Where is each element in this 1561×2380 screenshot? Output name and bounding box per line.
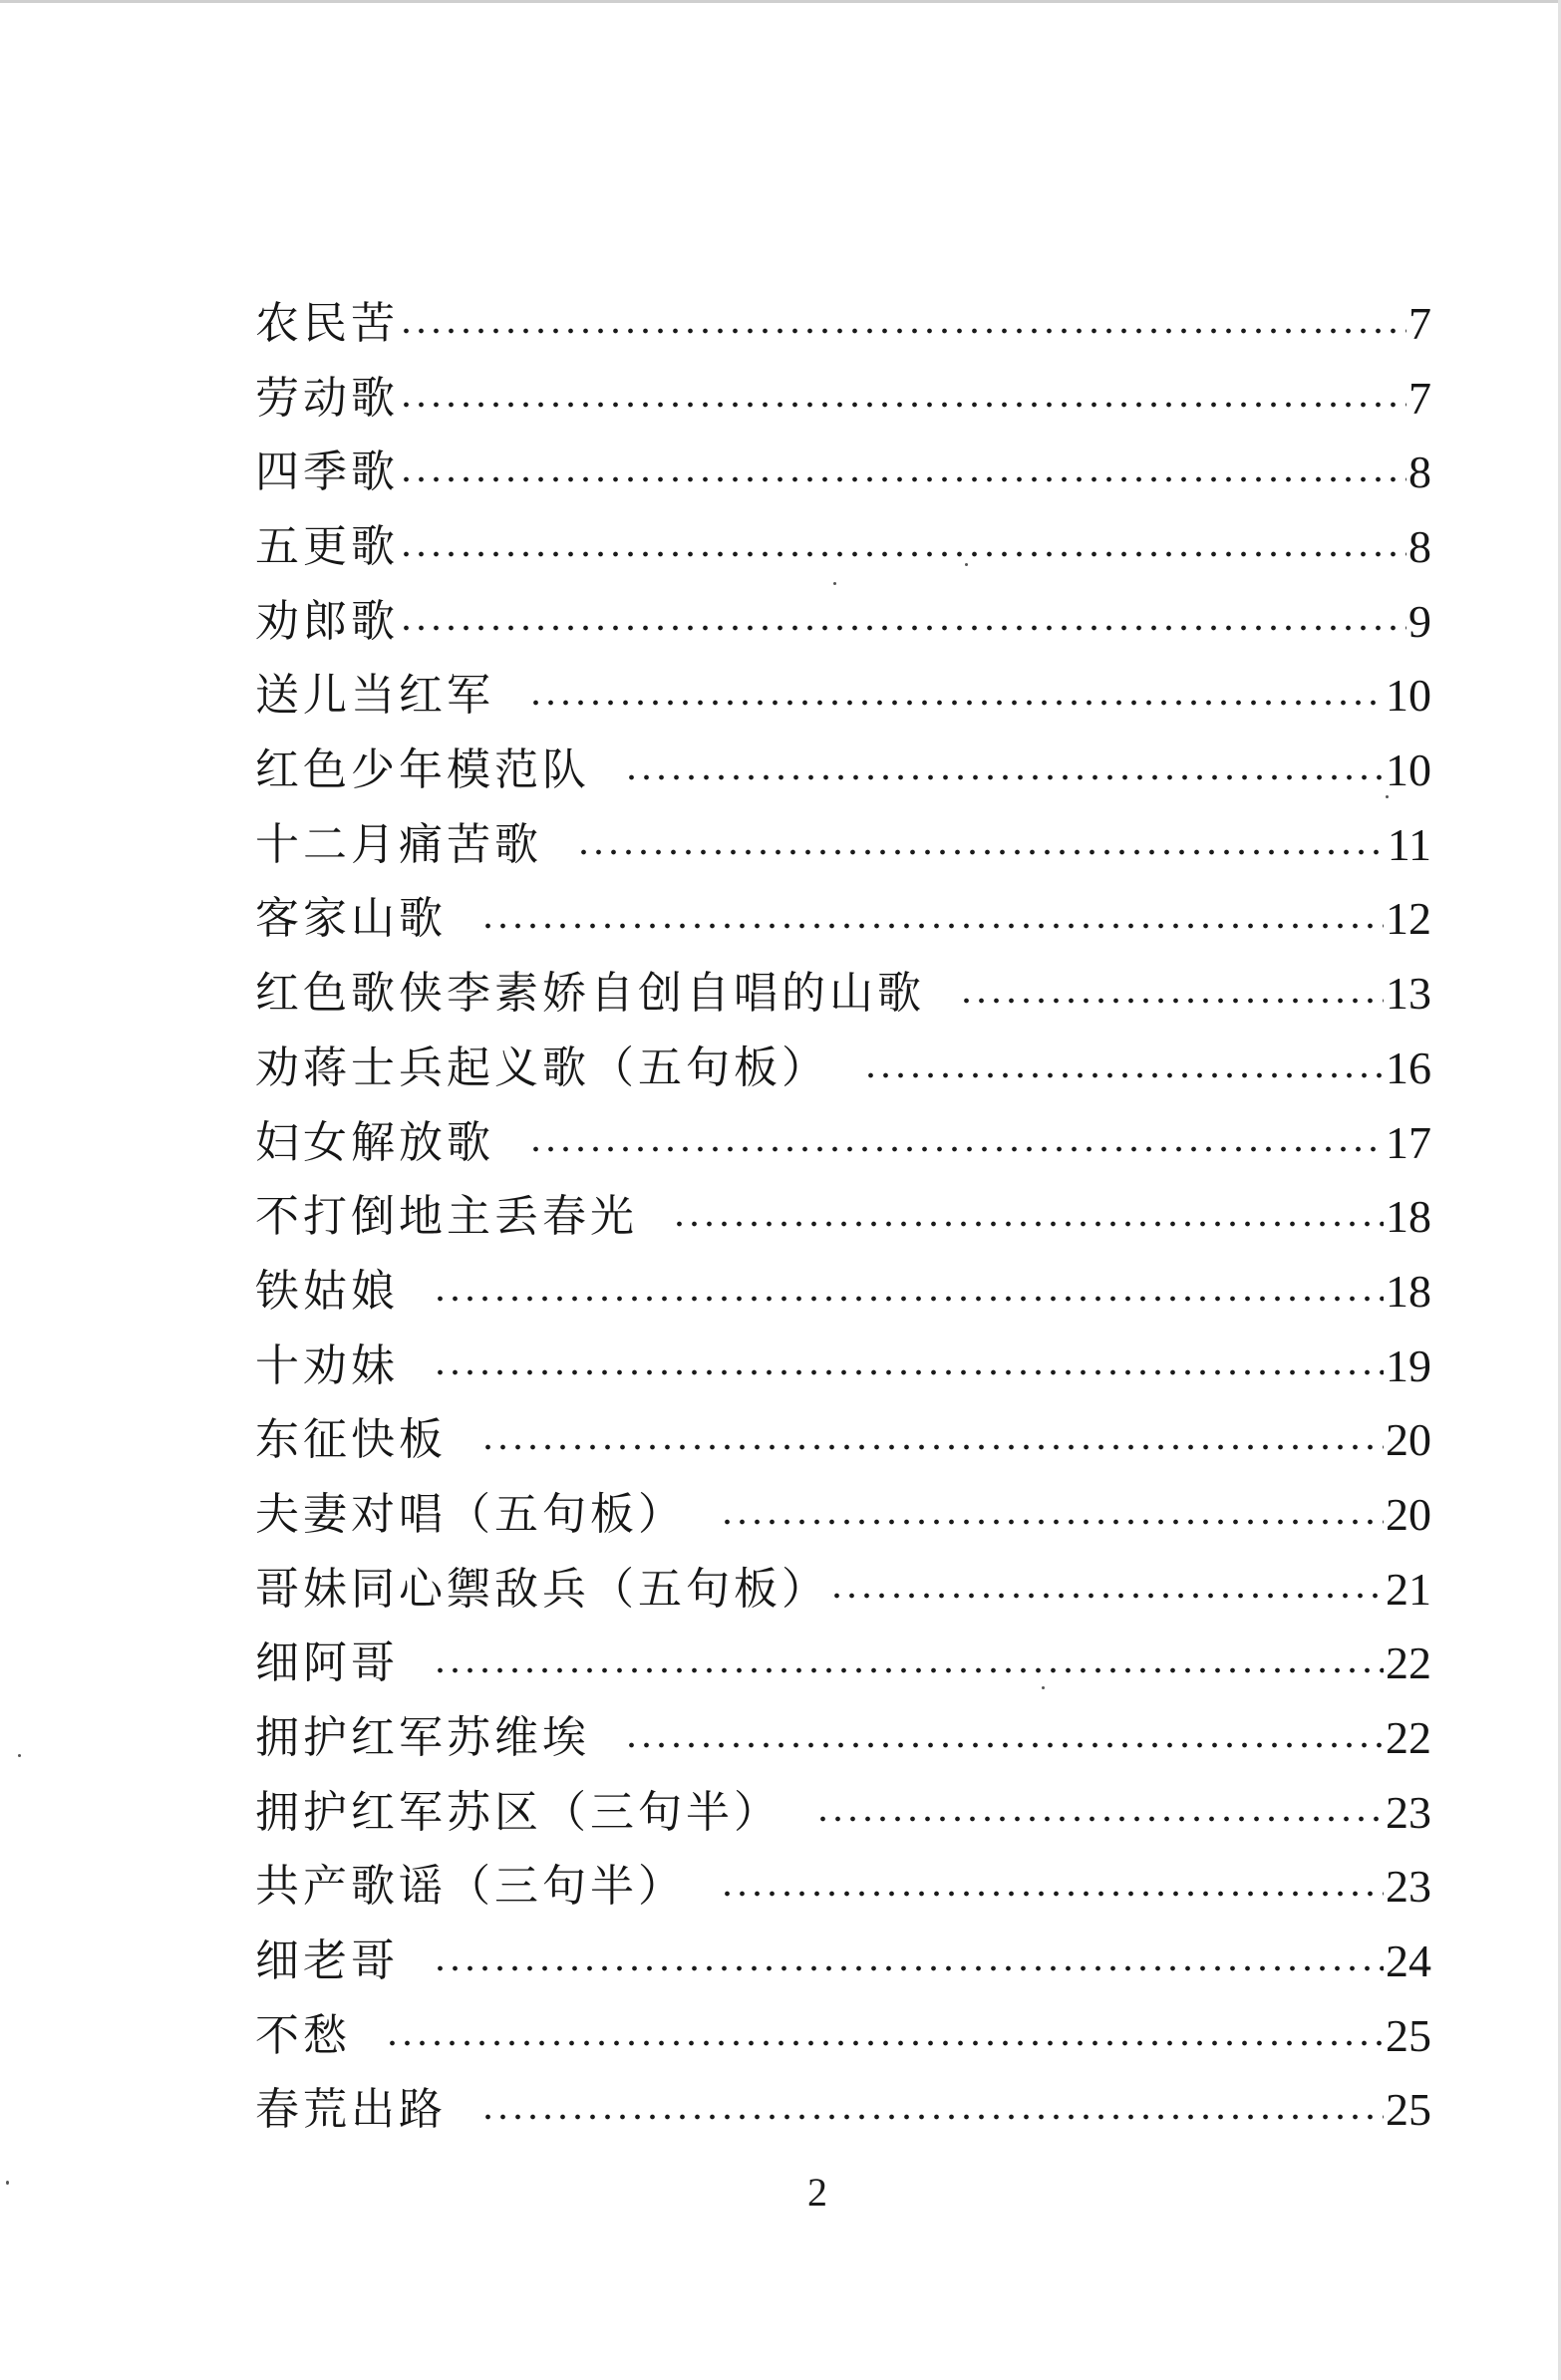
- toc-entry-title: 十二月痛苦歌: [255, 818, 542, 870]
- toc-entry-page: 23: [1386, 1786, 1431, 1838]
- toc-entry-title: 东征快板: [255, 1414, 447, 1466]
- toc-entry-page: 18: [1386, 1191, 1431, 1243]
- dot-leader: [480, 917, 1384, 935]
- toc-entry-title: 十劝妹: [255, 1339, 399, 1391]
- toc-entry: [255, 659, 1431, 734]
- toc-entry: [255, 510, 1431, 585]
- toc-entry-title: 细老哥: [255, 1935, 399, 1987]
- toc-entry-page: 7: [1408, 297, 1431, 349]
- toc-entry-page: 25: [1386, 2009, 1431, 2061]
- dot-leader: [829, 1587, 1384, 1605]
- dot-leader: [576, 843, 1386, 861]
- toc-entry: [255, 1032, 1431, 1106]
- toc-entry-title: 不打倒地主丢春光: [255, 1191, 638, 1243]
- toc-entry-title: 红色歌侠李素娇自创自唱的山歌: [255, 968, 925, 1020]
- dot-leader: [399, 396, 1406, 414]
- toc-entry-page: 16: [1386, 1041, 1431, 1093]
- toc-entry-page: 23: [1386, 1861, 1431, 1913]
- toc-entry-title: 共产歌谣（三句半）: [255, 1861, 686, 1913]
- toc-entry-page: 13: [1386, 968, 1431, 1020]
- toc-entry: [255, 1701, 1431, 1776]
- toc-entry-page: 19: [1386, 1339, 1431, 1391]
- toc-entry-page: 17: [1386, 1116, 1431, 1168]
- dot-leader: [399, 545, 1406, 563]
- toc-entry: [255, 1478, 1431, 1553]
- toc-entry-title: 送儿当红军: [255, 670, 494, 722]
- toc-entry-title: 妇女解放歌: [255, 1116, 494, 1168]
- toc-entry-title: 农民苦: [255, 297, 399, 349]
- toc-entry: [255, 362, 1431, 437]
- toc-entry: [255, 1850, 1431, 1925]
- toc-entry: [255, 585, 1431, 660]
- scan-speck: [18, 1754, 21, 1757]
- toc-entry-page: 20: [1386, 1488, 1431, 1540]
- toc-entry: [255, 1999, 1431, 2074]
- toc-entry-title: 五更歌: [255, 521, 399, 573]
- toc-entry: [255, 883, 1431, 958]
- scan-speck: [833, 582, 836, 585]
- dot-leader: [624, 1736, 1384, 1754]
- toc-entry-title: 细阿哥: [255, 1637, 399, 1689]
- dot-leader: [399, 619, 1406, 637]
- dot-leader: [815, 1810, 1384, 1828]
- table-of-contents: [255, 287, 1431, 2148]
- toc-entry-page: 11: [1387, 818, 1431, 870]
- toc-entry-title: 劝郎歌: [255, 595, 399, 647]
- toc-entry-title: 春荒出路: [255, 2084, 447, 2136]
- toc-entry-title: 红色少年模范队: [255, 744, 590, 796]
- scan-speck: [965, 563, 968, 566]
- toc-entry-page: 25: [1386, 2084, 1431, 2136]
- toc-entry-title: 劝蒋士兵起义歌（五句板）: [255, 1041, 829, 1093]
- toc-entry-page: 8: [1408, 446, 1431, 498]
- scan-speck: [1042, 1686, 1045, 1689]
- toc-entry: [255, 1627, 1431, 1701]
- toc-entry: [255, 2074, 1431, 2149]
- toc-entry-page: 12: [1386, 893, 1431, 945]
- toc-entry-page: 9: [1408, 595, 1431, 647]
- toc-entry: [255, 1553, 1431, 1628]
- toc-entry: [255, 1403, 1431, 1478]
- dot-leader: [672, 1215, 1384, 1233]
- toc-entry-title: 夫妻对唱（五句板）: [255, 1488, 686, 1540]
- toc-entry-title: 客家山歌: [255, 893, 447, 945]
- toc-entry: [255, 1776, 1431, 1851]
- toc-entry-page: 10: [1386, 744, 1431, 796]
- dot-leader: [433, 1959, 1384, 1977]
- dot-leader: [433, 1363, 1384, 1381]
- scan-speck: [1386, 795, 1389, 798]
- dot-leader: [433, 1661, 1384, 1679]
- toc-entry-title: 不愁: [255, 2009, 351, 2061]
- toc-entry: [255, 287, 1431, 362]
- toc-entry-title: 劳动歌: [255, 372, 399, 424]
- dot-leader: [863, 1066, 1384, 1084]
- toc-entry: [255, 957, 1431, 1032]
- toc-entry: [255, 1330, 1431, 1404]
- dot-leader: [399, 322, 1406, 340]
- dot-leader: [433, 1290, 1384, 1308]
- toc-entry-page: 22: [1386, 1637, 1431, 1689]
- page-number: 2: [807, 2170, 827, 2215]
- toc-entry: [255, 1255, 1431, 1330]
- toc-entry-page: 22: [1386, 1712, 1431, 1764]
- toc-entry-page: 24: [1386, 1935, 1431, 1987]
- dot-leader: [720, 1885, 1384, 1903]
- dot-leader: [624, 768, 1384, 786]
- toc-entry-title: 四季歌: [255, 446, 399, 498]
- toc-entry-page: 21: [1386, 1563, 1431, 1615]
- toc-entry-title: 拥护红军苏维埃: [255, 1712, 590, 1764]
- dot-leader: [720, 1513, 1384, 1531]
- dot-leader: [480, 2108, 1384, 2126]
- toc-entry-page: 8: [1408, 521, 1431, 573]
- toc-entry: [255, 734, 1431, 808]
- dot-leader: [528, 694, 1384, 712]
- toc-entry: [255, 808, 1431, 883]
- toc-entry-title: 拥护红军苏区（三句半）: [255, 1786, 781, 1838]
- toc-entry: [255, 1180, 1431, 1255]
- toc-entry: [255, 436, 1431, 510]
- dot-leader: [385, 2034, 1384, 2052]
- toc-entry-page: 7: [1408, 372, 1431, 424]
- toc-entry-page: 18: [1386, 1265, 1431, 1317]
- toc-entry: [255, 1106, 1431, 1181]
- toc-entry-page: 20: [1386, 1414, 1431, 1466]
- dot-leader: [528, 1140, 1384, 1158]
- toc-entry-title: 哥妹同心禦敌兵（五句板）: [255, 1563, 829, 1615]
- toc-entry-title: 铁姑娘: [255, 1265, 399, 1317]
- toc-entry: [255, 1925, 1431, 1999]
- scan-speck: [6, 2181, 9, 2185]
- dot-leader: [399, 470, 1406, 488]
- scan-top-edge: [0, 0, 1561, 3]
- toc-entry-page: 10: [1386, 670, 1431, 722]
- dot-leader: [480, 1438, 1384, 1456]
- dot-leader: [959, 992, 1384, 1010]
